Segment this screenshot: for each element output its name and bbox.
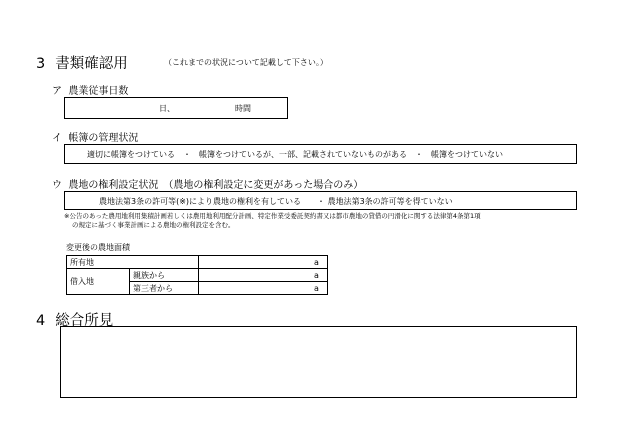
rights-status-box[interactable] [64, 191, 577, 210]
table-row [67, 256, 328, 269]
leased-label: 借入地 [67, 269, 130, 295]
unit-label: a [314, 257, 319, 267]
ledger-status-box[interactable] [64, 144, 577, 164]
section-3-heading [36, 52, 128, 73]
section-title: 総合所見 [55, 313, 114, 329]
section-title: 書類確認用 [55, 56, 128, 72]
ledger-status-title: 帳簿の管理状況 [68, 133, 139, 144]
overall-findings-box[interactable] [60, 326, 577, 398]
unit-label: a [314, 283, 319, 293]
farming-days-title: 農業従事日数 [68, 86, 129, 97]
third-party-area-cell[interactable] [199, 282, 328, 295]
third-party-label: 第三者から [130, 282, 199, 295]
hours-unit: 時間 [235, 104, 251, 113]
sub-heading-i [52, 129, 138, 144]
section-number: 4 [36, 313, 46, 329]
farming-days-box[interactable] [64, 97, 288, 119]
owned-label: 所有地 [67, 256, 199, 269]
section-number: 3 [36, 56, 46, 72]
rights-status-options: 農地法第3条の許可等(※)により農地の権利を有している ・ 農地法第3条の許可等を得ていない [99, 197, 453, 206]
marker-u: ウ [52, 180, 62, 191]
marker-i: イ [52, 133, 62, 144]
table-row [67, 269, 328, 282]
section-3-note: （これまでの状況について記載して下さい。） [164, 58, 328, 67]
marker-a: ア [52, 86, 62, 97]
rights-note-line-2: の規定に基づく事業計画による農地の権利設定を含む。 [72, 221, 235, 229]
sub-heading-a [52, 82, 128, 97]
owned-area-cell[interactable] [199, 256, 328, 269]
rights-note-line-1: ※公告のあった農用地利用集積計画若しくは農用地利用配分計画、特定作業受委託契約書又は都市農地の貸借の円滑化に関する法律第4条第1項 [64, 212, 481, 220]
farmland-area-table [66, 255, 328, 295]
area-title: 変更後の農地面積 [66, 243, 130, 252]
days-unit: 日、 [159, 104, 175, 113]
relatives-label: 親族から [130, 269, 199, 282]
relatives-area-cell[interactable] [199, 269, 328, 282]
sub-heading-u [52, 176, 363, 191]
ledger-status-options: 適切に帳簿をつけている ・ 帳簿をつけているが、一部、記載されていないものがある ・ 帳簿をつけていない [87, 150, 503, 159]
rights-status-title: 農地の権利設定状況 （農地の権利設定に変更があった場合のみ） [68, 180, 364, 191]
unit-label: a [314, 270, 319, 280]
